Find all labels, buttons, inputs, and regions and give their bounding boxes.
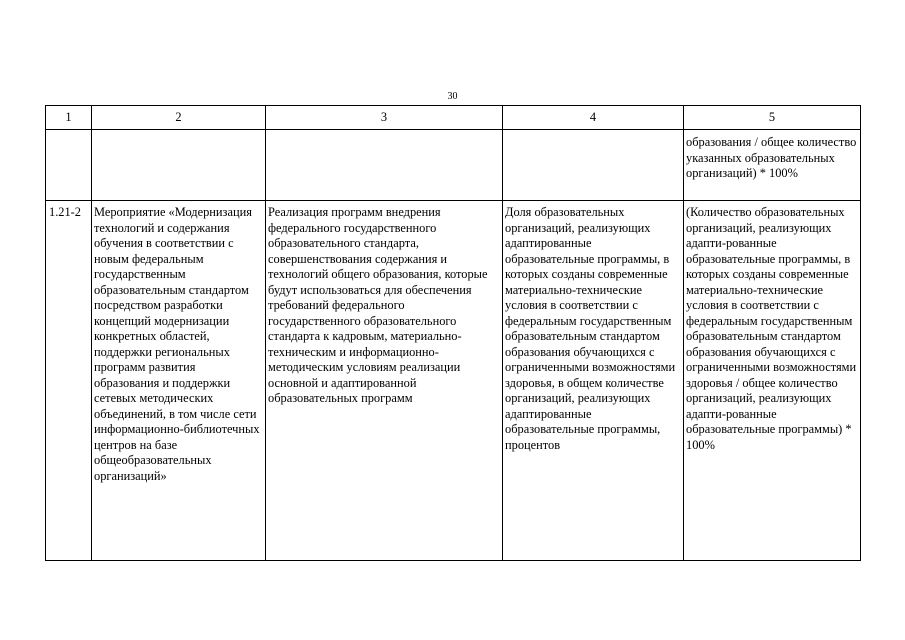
continuation-cell-3 [266, 130, 503, 201]
column-header-5: 5 [684, 106, 861, 130]
indicator-cell: Доля образовательных организаций, реализующих адаптированные образовательные программы, в которых созданы современные материально-технические условия в соответствии с федеральным государственным образовательным стандартом образования обучающихся с ограниченными возможностями здоровья, в общем количестве организаций, реализующих адаптированные образовательные программы, процентов [503, 201, 684, 561]
column-header-3: 3 [266, 106, 503, 130]
continuation-cell-1 [46, 130, 92, 201]
table-header-row [46, 106, 861, 130]
page-number: 30 [447, 91, 458, 102]
continuation-row [46, 130, 861, 201]
description-cell: Реализация программ внедрения федерального государственного образовательного стандарта, совершенствования содержания и технологий общего образования, которые будут использоваться для обеспечения требований федерального государственного образовательного стандарта к кадровым, материально-техническим и информационно-методическим условиям реализации основной и адаптированной образовательных программ [266, 201, 503, 561]
continuation-cell-4 [503, 130, 684, 201]
continuation-formula-cell: образования / общее количество указанных образовательных организаций) * 100% [684, 130, 861, 201]
column-header-4: 4 [503, 106, 684, 130]
program-table [45, 105, 861, 561]
column-header-1: 1 [46, 106, 92, 130]
table-row [46, 201, 861, 561]
column-header-2: 2 [92, 106, 266, 130]
continuation-cell-2 [92, 130, 266, 201]
event-cell: Мероприятие «Модернизация технологий и содержания обучения в соответствии с новым федеральным государственным образовательным стандартом посредством разработки концепций модернизации конкретных областей, поддержки региональных программ развития образования и поддержки сетевых методических объединений, в том числе сети информационно-библиотечных центров на базе общеобразовательных организаций» [92, 201, 266, 561]
formula-cell: (Количество образовательных организаций, реализующих адапти-рованные образовательные программы, в которых созданы современные материально-технические условия в соответствии с федеральным государственным образовательным стандартом образования обучающихся с ограниченными возможностями здоровья / общее количество организаций, реализующих адапти-рованные образовательные программы) * 100% [684, 201, 861, 561]
row-number-cell: 1.21-2 [46, 201, 92, 561]
